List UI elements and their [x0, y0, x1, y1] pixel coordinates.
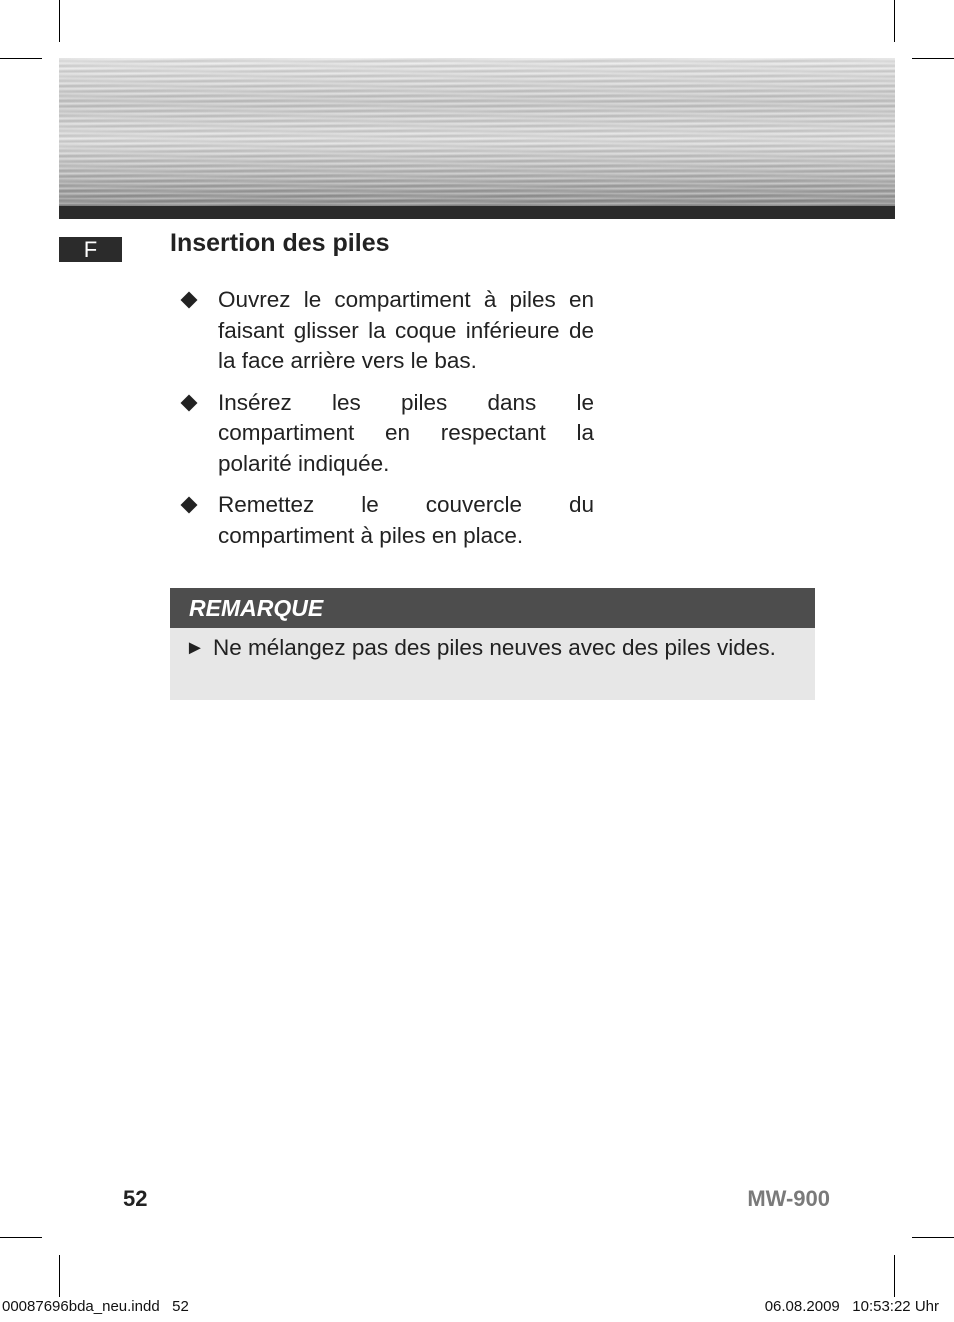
note-box	[170, 588, 815, 700]
list-item	[180, 388, 594, 480]
step-text: Ouvrez le compartiment à piles en faisant glisser la coque inférieure de la face arrière vers le bas.	[218, 287, 594, 373]
step-text: Insérez les piles dans le compartiment en respectant la polarité indiquée.	[218, 389, 594, 476]
note-body	[170, 628, 815, 664]
banner-bar	[59, 206, 895, 219]
list-item	[180, 490, 594, 551]
crop-mark	[912, 1237, 954, 1238]
crop-mark	[0, 58, 42, 59]
diamond-bullet-icon	[181, 394, 198, 411]
language-tab: F	[59, 237, 122, 262]
crop-mark	[0, 1237, 42, 1238]
arrow-right-icon: ►	[185, 637, 205, 659]
step-list	[180, 285, 594, 562]
crop-mark	[59, 0, 60, 42]
print-slug-file: 00087696bda_neu.indd 52	[2, 1298, 189, 1315]
crop-mark	[912, 58, 954, 59]
diamond-bullet-icon	[181, 292, 198, 309]
model-name: MW-900	[747, 1186, 830, 1211]
step-text: Remettez le couvercle du compartiment à piles en place.	[218, 492, 594, 548]
note-heading: REMARQUE	[170, 588, 815, 628]
page-number: 52	[123, 1186, 148, 1211]
section-title: Insertion des piles	[170, 229, 390, 257]
crop-mark	[894, 0, 895, 42]
note-text: Ne mélangez pas des piles neuves avec des piles vides.	[213, 635, 776, 660]
crop-mark	[59, 1255, 60, 1297]
list-item	[180, 285, 594, 377]
crop-mark	[894, 1255, 895, 1297]
brushed-metal-banner	[59, 58, 895, 206]
print-slug-datetime: 06.08.2009 10:53:22 Uhr	[764, 1298, 939, 1315]
diamond-bullet-icon	[181, 497, 198, 514]
